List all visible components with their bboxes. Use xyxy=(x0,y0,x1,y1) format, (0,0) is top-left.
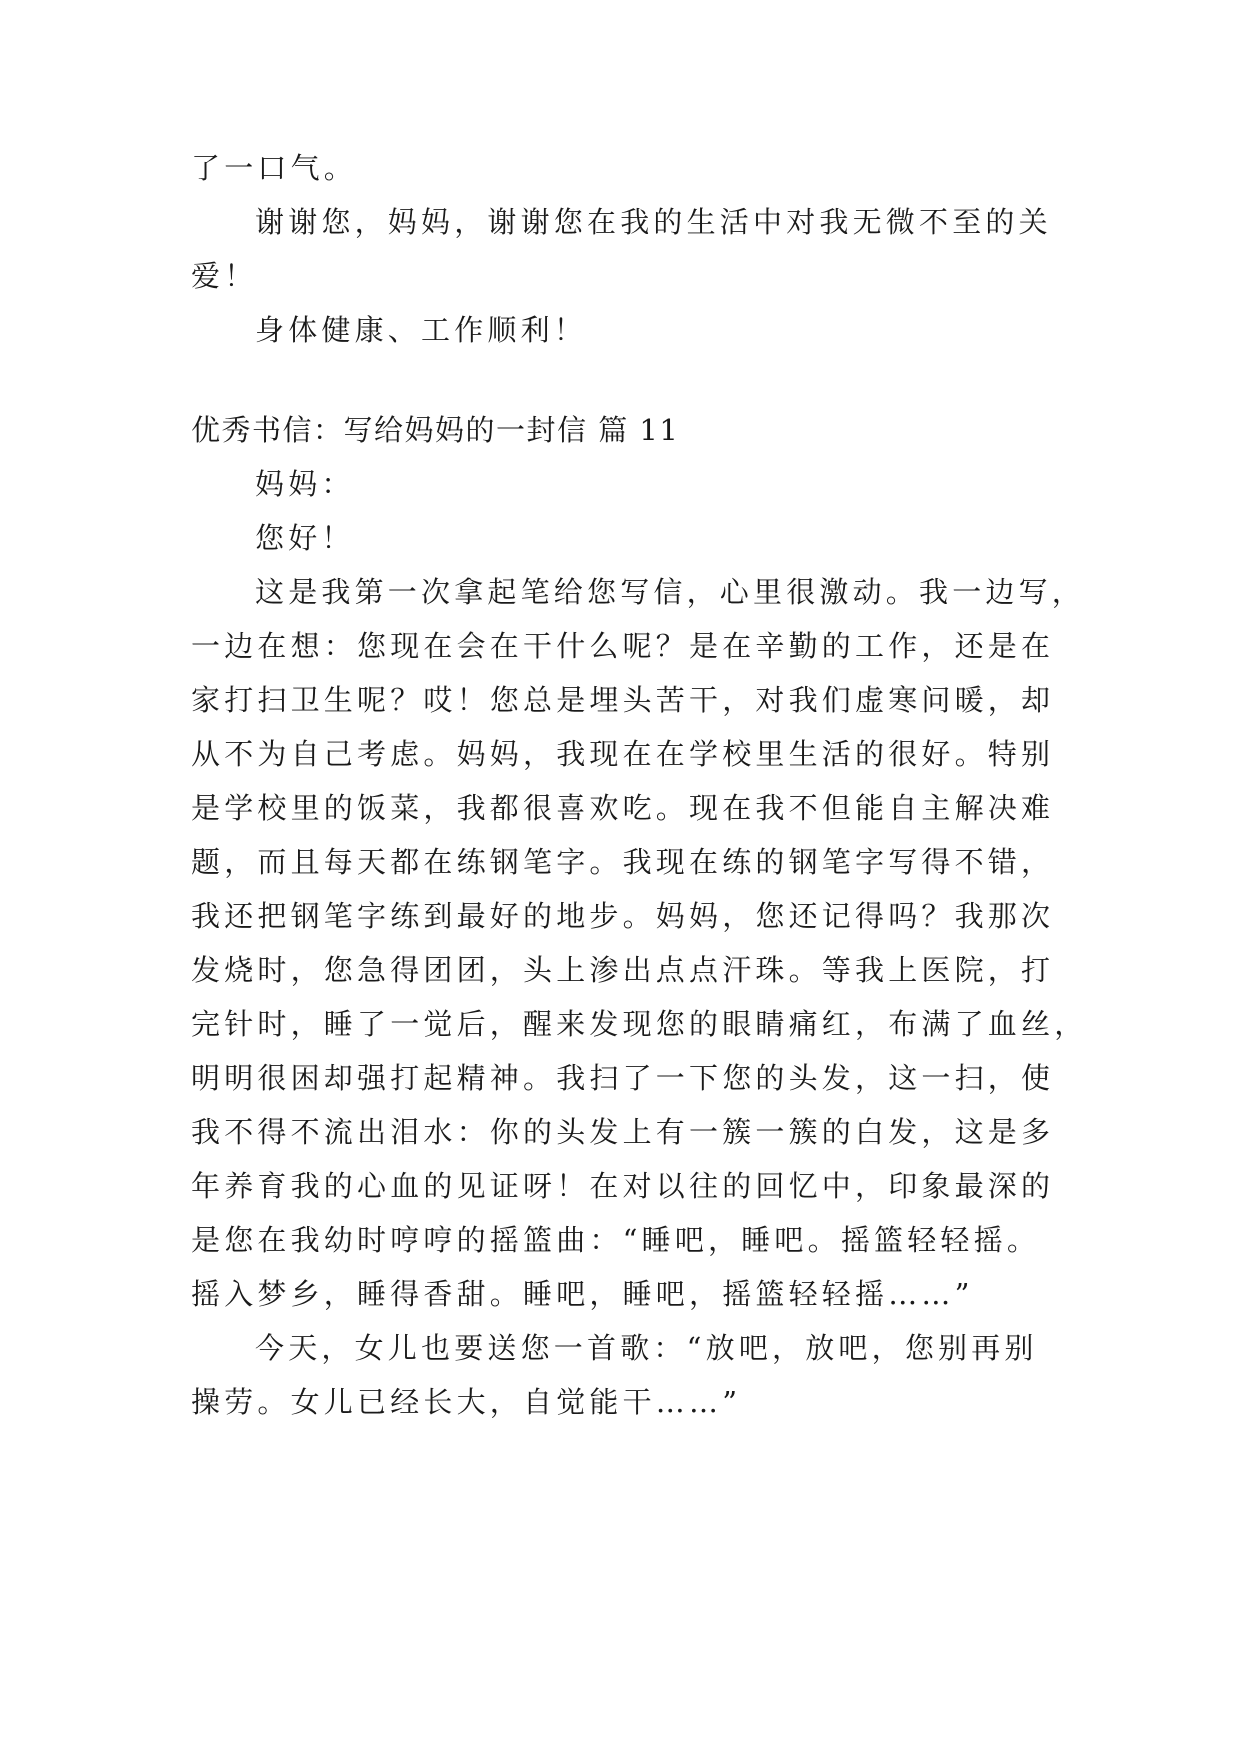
body-line: 一边在想：您现在会在干什么呢？是在辛勤的工作，还是在 xyxy=(191,629,1055,663)
text-line: 了一口气。 xyxy=(191,151,358,185)
body-line: 是您在我幼时哼哼的摇篮曲：“睡吧，睡吧。摇篮轻轻摇。 xyxy=(191,1223,1041,1257)
body-line: 完针时，睡了一觉后，醒来发现您的眼睛痛红，布满了血丝， xyxy=(191,1007,1088,1041)
body-line: 从不为自己考虑。妈妈，我现在在学校里生活的很好。特别 xyxy=(191,737,1055,771)
body-line: 这是我第一次拿起笔给您写信，心里很激动。我一边写， xyxy=(255,575,1086,609)
body-line: 摇入梦乡，睡得香甜。睡吧，睡吧，摇篮轻轻摇……” xyxy=(191,1277,974,1311)
letter-greeting: 妈妈： xyxy=(255,467,355,501)
body-line: 年养育我的心血的见证呀！在对以往的回忆中，印象最深的 xyxy=(191,1169,1055,1203)
text-line: 身体健康、工作顺利！ xyxy=(255,313,588,347)
body-line: 我不得不流出泪水：你的头发上有一簇一簇的白发，这是多 xyxy=(191,1115,1055,1149)
body-line: 明明很困却强打起精神。我扫了一下您的头发，这一扫，使 xyxy=(191,1061,1055,1095)
body-line: 我还把钢笔字练到最好的地步。妈妈，您还记得吗？我那次 xyxy=(191,899,1055,933)
text-line: 爱！ xyxy=(191,259,258,293)
body-line: 家打扫卫生呢？哎！您总是埋头苦干，对我们虚寒问暖，却 xyxy=(191,683,1055,717)
body-line: 题，而且每天都在练钢笔字。我现在练的钢笔字写得不错， xyxy=(191,845,1055,879)
body-line: 发烧时，您急得团团，头上渗出点点汗珠。等我上医院，打 xyxy=(191,953,1055,987)
text-line: 谢谢您，妈妈，谢谢您在我的生活中对我无微不至的关 xyxy=(255,205,1052,239)
letter-salutation: 您好！ xyxy=(255,521,355,555)
section-title: 优秀书信：写给妈妈的一封信 篇 11 xyxy=(191,413,680,447)
body-line: 是学校里的饭菜，我都很喜欢吃。现在我不但能自主解决难 xyxy=(191,791,1055,825)
closing-line: 今天，女儿也要送您一首歌：“放吧，放吧，您别再别 xyxy=(255,1331,1038,1365)
closing-line: 操劳。女儿已经长大，自觉能干……” xyxy=(191,1385,742,1419)
